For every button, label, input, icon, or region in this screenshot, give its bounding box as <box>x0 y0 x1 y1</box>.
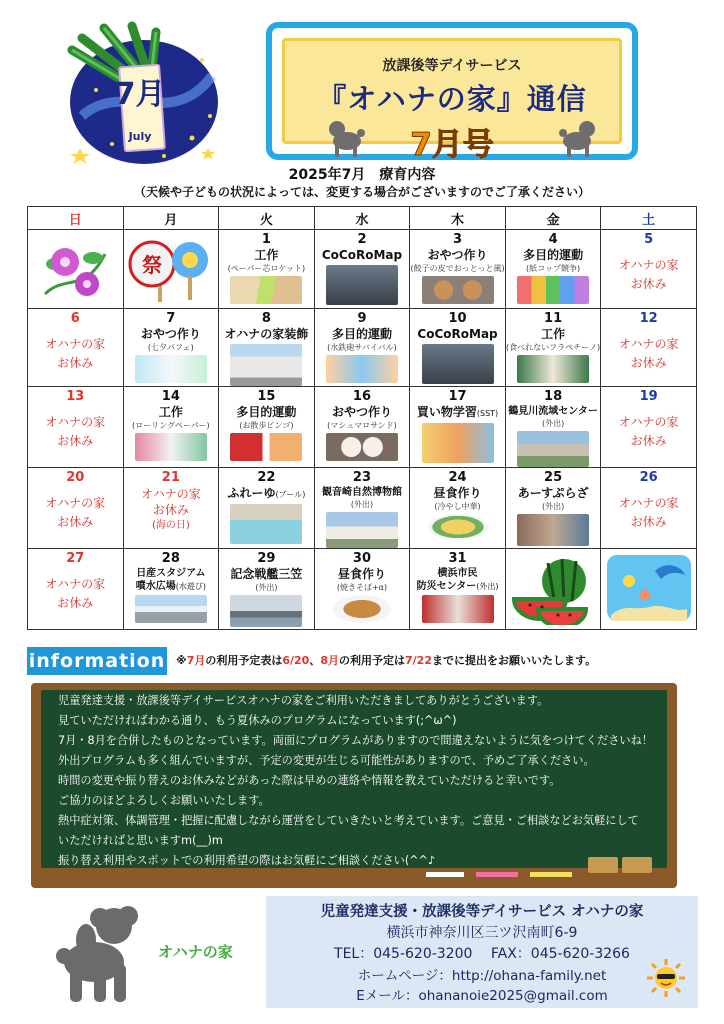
facility-photo <box>422 595 494 623</box>
museum-photo <box>326 512 398 548</box>
message-line: 見ていただければわかる通り、もう夏休みのプログラムになっています(;^ω^) <box>58 714 457 727</box>
chalk <box>476 872 518 877</box>
calendar-week <box>28 468 697 549</box>
day-title: オハナの家装飾 <box>224 327 309 341</box>
address: 横浜市神奈川区三ツ沢南町6-9 <box>386 925 578 941</box>
chalk <box>426 872 464 877</box>
calendar-day <box>601 468 697 549</box>
day-subtitle: (外出) <box>541 502 565 511</box>
morning-glory-illustration <box>28 230 124 309</box>
calendar-header-row <box>28 207 697 230</box>
day-number: 28 <box>161 551 180 566</box>
calendar-day <box>123 309 219 387</box>
day-number: 26 <box>639 470 658 485</box>
day-subtitle: (外出) <box>541 419 565 428</box>
festival-illustration <box>123 230 219 309</box>
day-title: 昼食作り <box>433 486 482 500</box>
calendar-week <box>28 230 697 309</box>
weekday-fri: 金 <box>505 207 601 230</box>
calendar-day <box>505 468 601 549</box>
activity-photo <box>135 355 207 383</box>
calendar-day <box>219 309 315 387</box>
calendar-week <box>28 387 697 468</box>
weekday-tue: 火 <box>219 207 315 230</box>
day-number: 7 <box>166 311 176 326</box>
day-title-2: 防災センター(外出) <box>416 581 499 592</box>
day-subtitle: (食べれないフラペチーノ) <box>506 343 601 352</box>
facility-photo <box>517 514 589 546</box>
facility-name: 児童発達支援・放課後等デイサービス オハナの家 <box>320 904 644 920</box>
activity-photo <box>422 344 494 384</box>
calendar-day <box>219 230 315 309</box>
holiday-label: (海の日) <box>151 520 190 531</box>
activity-photo <box>517 355 589 383</box>
battleship-photo <box>230 595 302 627</box>
shopping-illustration <box>422 423 494 463</box>
day-subtitle: (ペーパー芯ロケット) <box>227 264 306 273</box>
day-title-2: 噴水広場(水遊び) <box>135 581 206 592</box>
day-number: 31 <box>448 551 467 566</box>
calendar-day <box>123 387 219 468</box>
activity-photo <box>135 433 207 461</box>
banner-title: 『オハナの家』通信 <box>317 82 587 116</box>
day-subtitle: (マシュマロサンド) <box>327 421 397 430</box>
calendar-day <box>410 468 506 549</box>
closed-label: オハナの家 お休み <box>45 337 106 370</box>
day-title: おやつ作り <box>427 248 488 262</box>
chalk <box>530 872 572 877</box>
day-title: あーすぷらざ <box>517 486 589 500</box>
message-line: 振り替え利用やスポットでの利用希望の際はお気軽にご相談ください(^^♪ <box>58 854 436 867</box>
activity-photo <box>326 433 398 461</box>
calendar-day <box>123 468 219 549</box>
closed-label: オハナの家 お休み <box>45 577 106 610</box>
information-note: ※7月の利用予定表は6/20、8月の利用予定は7/22までに提出をお願いいたします。 <box>176 654 597 667</box>
day-title: 昼食作り <box>337 567 386 581</box>
calendar-day <box>601 309 697 387</box>
day-title: 横浜市民 <box>437 568 478 579</box>
calendar-week <box>28 309 697 387</box>
activity-photo <box>230 276 302 304</box>
day-subtitle: (冷やし中華) <box>434 502 481 511</box>
information-tab: information <box>27 647 167 675</box>
building-photo <box>230 344 302 386</box>
day-title: 記念戦艦三笠 <box>230 567 303 581</box>
day-number: 4 <box>548 232 558 247</box>
day-subtitle: (紙コップ競争) <box>526 264 581 273</box>
sun-icon <box>646 958 686 998</box>
calendar-day <box>219 549 315 630</box>
day-number: 27 <box>66 551 85 566</box>
calendar-day <box>28 549 124 630</box>
message-line: 時間の変更や振り替えのお休みなどがあった際は早めの連絡や情報を教えていただけると幸いです。 <box>58 774 561 787</box>
svg-text:祭: 祭 <box>141 253 162 277</box>
calendar-day <box>219 468 315 549</box>
day-number: 12 <box>639 311 658 326</box>
day-number: 11 <box>544 311 563 326</box>
phone-fax: TEL：045-620-3200 FAX：045-620-3266 <box>334 946 630 962</box>
calendar-day <box>123 549 219 630</box>
eraser <box>622 857 652 873</box>
month-badge-sub: July <box>128 130 152 143</box>
calendar-day <box>601 230 697 309</box>
day-number: 24 <box>448 470 467 485</box>
closed-label: オハナの家 お休み <box>45 496 106 529</box>
day-subtitle: (餃子の皮でおっとっと風) <box>410 264 505 273</box>
calendar-day <box>219 387 315 468</box>
message-line: 児童発達支援・放課後等デイサービスオハナの家をご利用いただきましてありがとうございます。 <box>58 694 549 707</box>
day-number: 6 <box>70 311 80 326</box>
day-number: 19 <box>639 389 658 404</box>
activity-illustration <box>326 355 398 383</box>
email-link[interactable]: Eメール：ohananoie2025@gmail.com <box>356 988 608 1004</box>
day-title: 鶴見川流域センター <box>508 406 598 417</box>
schedule-title: 2025年7月 療育内容 <box>288 167 436 183</box>
weekday-wed: 水 <box>314 207 410 230</box>
day-number: 23 <box>352 470 372 485</box>
day-subtitle: (ローリングペーパー) <box>132 421 210 430</box>
day-number: 29 <box>257 551 276 566</box>
homepage-link[interactable]: ホームページ：http://ohana-family.net <box>357 968 607 984</box>
day-number: 25 <box>544 470 563 485</box>
calendar-day <box>28 309 124 387</box>
day-title: 買い物学習(SST) <box>416 405 499 419</box>
activity-photo <box>422 276 494 304</box>
banner-subtitle: 放課後等デイサービス <box>382 58 522 74</box>
day-subtitle: (外出) <box>350 500 374 509</box>
day-subtitle: (水鉄砲サバイバル) <box>327 343 397 352</box>
day-title: 多目的運動 <box>523 248 584 262</box>
closed-label: オハナの家 お休み <box>45 415 106 448</box>
day-title: 日産スタジアム <box>136 568 206 579</box>
day-number: 9 <box>357 311 367 326</box>
closed-label: オハナの家 お休み <box>618 415 679 448</box>
activity-photo <box>517 276 589 304</box>
bingo-illustration <box>230 433 302 461</box>
dog-icon <box>557 117 601 159</box>
closed-label: オハナの家 お休み <box>618 496 679 529</box>
calendar-day <box>410 549 506 630</box>
weekday-sun: 日 <box>28 207 124 230</box>
day-title: 工作 <box>158 405 183 419</box>
day-title: CoCoRoMap <box>417 327 498 341</box>
day-title: 観音崎自然博物館 <box>321 487 402 498</box>
day-number: 2 <box>357 232 367 247</box>
day-subtitle: (お散歩ビンゴ) <box>239 421 294 430</box>
calendar-day <box>601 387 697 468</box>
calendar-day <box>410 387 506 468</box>
calendar-day <box>410 230 506 309</box>
activity-photo <box>326 265 398 305</box>
day-title: CoCoRoMap <box>321 248 403 262</box>
closed-label: オハナの家 お休み <box>140 487 201 517</box>
weekday-thu: 木 <box>410 207 506 230</box>
day-number: 8 <box>261 311 271 326</box>
day-number: 18 <box>544 389 563 404</box>
ocean-illustration <box>601 549 697 630</box>
header-banner <box>266 22 638 163</box>
message-line: ご協力のほどよろしくお願いいたします。 <box>58 794 270 807</box>
message-line: 7月・8月を合併したものとなっています。両面にプログラムがありますので間違えないように気をつけてくださいね！ <box>58 734 653 747</box>
day-number: 3 <box>453 232 463 247</box>
facility-photo <box>517 431 589 467</box>
message-text <box>58 691 658 871</box>
day-subtitle: (焼きそば+α) <box>336 583 388 592</box>
month-badge: 7月 <box>114 77 166 112</box>
dog-icon <box>323 117 367 159</box>
calendar-week <box>28 549 697 630</box>
day-title: 多目的運動 <box>331 327 392 341</box>
brand-name: オハナの家 <box>158 943 233 961</box>
message-line: 熱中症対策、体調管理・把握に配慮しながら運営をしていきたいと考えています。ご意見・ご相談などお気軽にして <box>58 814 639 827</box>
calendar-day <box>314 549 410 630</box>
day-number: 15 <box>257 389 276 404</box>
day-number: 16 <box>352 389 372 404</box>
day-subtitle: (外出) <box>255 583 278 592</box>
calendar-day <box>314 309 410 387</box>
calendar-day <box>314 387 410 468</box>
day-number: 14 <box>161 389 180 404</box>
calendar-day <box>505 309 601 387</box>
day-title: 工作 <box>541 327 566 341</box>
calendar-day <box>505 230 601 309</box>
day-number: 10 <box>448 311 467 326</box>
food-illustration <box>333 595 391 623</box>
pool-photo <box>230 504 302 544</box>
day-number: 1 <box>261 232 271 247</box>
day-subtitle: (七夕パフェ) <box>147 343 194 352</box>
weekday-mon: 月 <box>123 207 219 230</box>
day-title: おやつ作り <box>331 405 392 419</box>
message-line: いただければと思いますm(__)m <box>58 834 223 847</box>
fountain-photo <box>135 595 207 623</box>
day-number: 30 <box>352 551 372 566</box>
day-number: 17 <box>448 389 467 404</box>
eraser <box>588 857 618 873</box>
calendar-table <box>27 206 697 630</box>
day-title: おやつ作り <box>140 327 201 341</box>
calendar-day <box>28 387 124 468</box>
calendar-day <box>314 230 410 309</box>
closed-label: オハナの家 お休み <box>618 337 679 370</box>
weekday-sat: 土 <box>601 207 697 230</box>
day-number: 22 <box>257 470 276 485</box>
tanabata-decoration <box>52 20 224 170</box>
day-title: 多目的運動 <box>236 405 297 419</box>
day-title: 工作 <box>254 248 279 262</box>
closed-label: オハナの家 お休み <box>618 258 679 291</box>
schedule-note: （天候や子どもの状況によっては、変更する場合がございますのでご了承ください） <box>133 185 590 199</box>
banner-issue: 7月号 <box>410 127 494 163</box>
calendar-day <box>410 309 506 387</box>
calendar-day <box>28 468 124 549</box>
watermelon-illustration <box>505 549 601 630</box>
message-line: 外出プログラムも多く組んでいますが、予定の変更が生じる可能性がありますので、予めご了承ください。 <box>58 754 595 767</box>
day-title: ふれーゆ(プール) <box>227 486 306 500</box>
banner-inner <box>282 38 622 163</box>
day-number: 13 <box>66 389 85 404</box>
calendar-day <box>314 468 410 549</box>
calendar-day <box>505 387 601 468</box>
day-number: 21 <box>161 470 180 485</box>
food-illustration <box>428 514 488 540</box>
day-number: 20 <box>66 470 85 485</box>
day-number: 5 <box>644 232 654 247</box>
